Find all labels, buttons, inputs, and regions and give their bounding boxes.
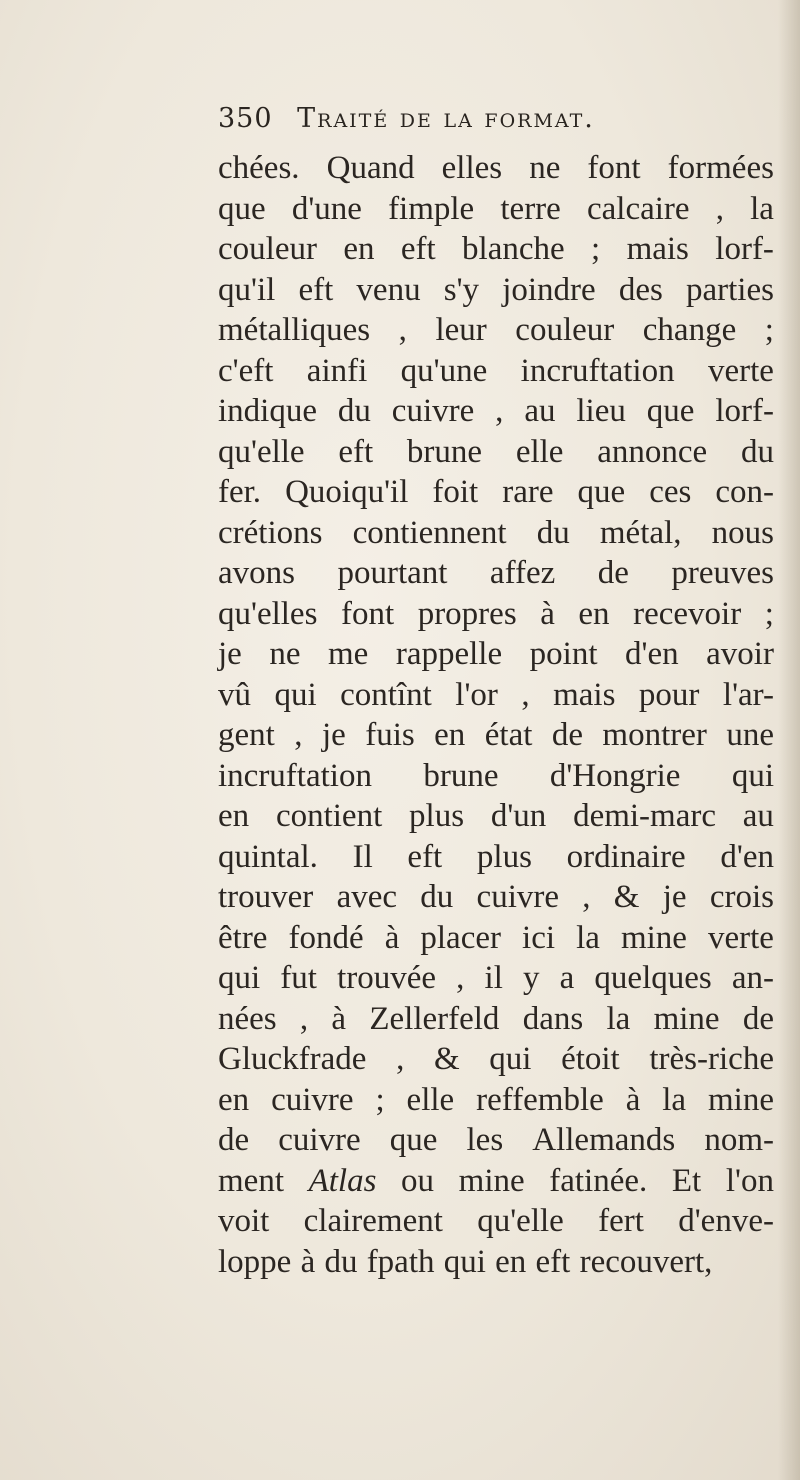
word: ;: [764, 595, 774, 632]
word: rappelle: [395, 636, 503, 672]
word: ici: [522, 919, 556, 956]
word: l'or: [455, 676, 498, 713]
word: eft: [338, 433, 374, 470]
word: pourtant: [337, 555, 448, 591]
word: l'on: [725, 1162, 774, 1199]
page-edge-shadow: [778, 0, 800, 1480]
word: Gluckfrade: [218, 1041, 367, 1077]
word: y: [523, 960, 540, 996]
word: trouver: [218, 879, 314, 915]
word: très-riche: [649, 1041, 774, 1077]
word: que: [218, 190, 266, 227]
word: qu'une: [400, 352, 488, 389]
word: gent: [218, 717, 275, 753]
text-line: [218, 958, 774, 999]
word: s'y: [443, 271, 480, 308]
word: d'une: [291, 190, 362, 227]
word: cuivre: [271, 1081, 354, 1118]
word: contient: [275, 798, 383, 834]
word: être: [218, 919, 268, 956]
word: nées: [218, 1000, 277, 1037]
word: une: [726, 717, 774, 753]
word: mine: [708, 1081, 774, 1118]
word: point: [529, 636, 598, 672]
word: an-: [731, 960, 774, 996]
word: fut: [280, 960, 317, 996]
word: &: [613, 879, 640, 915]
body-text: [218, 148, 774, 1282]
word: ,: [715, 190, 724, 227]
word: plus: [409, 798, 465, 834]
word: qui: [218, 960, 261, 996]
word: Et: [671, 1162, 702, 1199]
word: font: [587, 150, 641, 186]
word: parties: [685, 271, 774, 308]
text-line: [218, 594, 774, 635]
running-header: [218, 103, 595, 134]
word: la: [606, 1000, 631, 1037]
word: je: [218, 636, 242, 672]
word: Quand: [326, 150, 415, 186]
word: lieu: [576, 393, 626, 429]
word: mais: [553, 676, 616, 713]
word: foit: [432, 474, 479, 510]
word: ordinaire: [566, 838, 686, 875]
word: vû: [218, 676, 251, 713]
word: qui: [731, 757, 774, 794]
word: fert: [598, 1203, 644, 1239]
word: ,: [299, 1000, 309, 1037]
word: cuivre: [278, 1122, 361, 1158]
word: d'en: [625, 636, 679, 672]
word: contiennent: [352, 514, 507, 551]
text-line: [218, 1161, 774, 1202]
word: cuivre: [476, 879, 559, 915]
word: la: [750, 190, 774, 227]
word: en: [218, 798, 250, 834]
word: lorf-: [715, 231, 774, 267]
word: terre: [500, 190, 561, 227]
word: font: [340, 595, 395, 632]
word: ainfi: [306, 352, 368, 389]
word: Atlas: [308, 1162, 377, 1199]
word: cuivre: [391, 393, 475, 429]
word: je: [662, 879, 687, 915]
word: crois: [709, 879, 774, 915]
word: blanche: [462, 231, 565, 267]
word: d'un: [490, 798, 547, 834]
word: de: [551, 717, 583, 753]
text-line: [218, 675, 774, 716]
word: ,: [396, 1041, 405, 1077]
word: mine: [458, 1162, 525, 1199]
word: à: [384, 919, 400, 956]
word: ;: [764, 312, 774, 348]
text-line: [218, 918, 774, 959]
text-line: [218, 634, 774, 675]
word: ment: [218, 1162, 284, 1199]
text-line: [218, 1120, 774, 1161]
word: d'Hongrie: [549, 757, 681, 794]
word: qui: [489, 1041, 532, 1077]
word: Zellerfeld: [369, 1000, 500, 1037]
text-line: [218, 148, 774, 189]
word: il: [484, 960, 503, 996]
word: dans: [522, 1000, 584, 1037]
word: en: [578, 595, 610, 632]
word: couleur: [515, 312, 615, 348]
text-line: [218, 796, 774, 837]
word: de: [597, 555, 629, 591]
word: contînt: [340, 676, 432, 713]
word: qui: [443, 1243, 486, 1280]
word: quelques: [594, 960, 712, 996]
word: qu'elle: [218, 433, 305, 470]
word: eft: [298, 271, 334, 308]
word: qu'elle: [477, 1203, 564, 1239]
word: Quoiqu'il: [285, 474, 409, 510]
word: à: [540, 595, 555, 632]
word: joindre: [502, 271, 596, 308]
word: ;: [375, 1081, 385, 1118]
word: eft: [535, 1243, 571, 1280]
word: trouvée: [337, 960, 437, 996]
word: la: [576, 919, 600, 956]
word: voit: [218, 1203, 270, 1239]
word: fimple: [388, 190, 475, 227]
word: ou: [401, 1162, 435, 1199]
word: fuis: [365, 717, 415, 753]
word: calcaire: [586, 190, 690, 227]
word: de: [742, 1000, 774, 1037]
word: propres: [417, 595, 517, 632]
word: formées: [667, 150, 774, 186]
word: ;: [591, 231, 601, 267]
word: montrer: [602, 717, 707, 753]
word: recevoir: [633, 595, 742, 632]
word: loppe: [218, 1243, 292, 1280]
word: du: [740, 433, 774, 470]
word: étoit: [561, 1041, 620, 1077]
word: verte: [707, 919, 774, 956]
word: l'ar-: [722, 676, 774, 713]
word: crétions: [218, 514, 323, 551]
word: en: [495, 1243, 527, 1280]
word: les: [466, 1122, 504, 1158]
word: fer.: [218, 474, 262, 510]
word: des: [618, 271, 663, 308]
text-line: [218, 270, 774, 311]
word: preuves: [671, 555, 774, 591]
word: avec: [336, 879, 398, 915]
word: que: [646, 393, 695, 429]
word: ,: [582, 879, 591, 915]
word: au: [742, 798, 774, 834]
word: mais: [626, 231, 689, 267]
word: incruftation: [520, 352, 675, 389]
word: fondé: [288, 919, 364, 956]
word: métal,: [599, 514, 682, 551]
word: à: [625, 1081, 641, 1118]
word: fatinée.: [549, 1162, 648, 1199]
text-line: [218, 756, 774, 797]
word: &: [433, 1041, 460, 1077]
running-title: Traité de la format.: [297, 103, 595, 134]
word: à: [300, 1243, 316, 1280]
word: venu: [356, 271, 421, 308]
word: mine: [653, 1000, 720, 1037]
text-line: [218, 715, 774, 756]
word: de: [218, 1122, 250, 1158]
word: Il: [352, 838, 373, 875]
word: me: [328, 636, 369, 672]
word: ne: [529, 150, 561, 186]
word: elle: [515, 433, 564, 470]
word: recouvert,: [579, 1243, 713, 1280]
text-line: [218, 229, 774, 270]
word: en: [218, 1081, 250, 1118]
text-line: [218, 877, 774, 918]
word: fpath: [366, 1243, 435, 1280]
word: eft: [400, 231, 436, 267]
word: avoir: [706, 636, 774, 672]
word: con-: [715, 474, 774, 510]
word: brune: [406, 433, 483, 470]
word: affez: [489, 555, 556, 591]
text-line: [218, 432, 774, 473]
word: Allemands: [532, 1122, 676, 1158]
page-number: 350: [218, 103, 273, 134]
text-line: [218, 999, 774, 1040]
word: la: [662, 1081, 687, 1118]
text-line: [218, 1080, 774, 1121]
word: nom-: [704, 1122, 774, 1158]
word: du: [337, 393, 371, 429]
word: je: [321, 717, 346, 753]
text-line: [218, 189, 774, 230]
word: ,: [456, 960, 465, 996]
word: que: [577, 474, 626, 510]
word: chées.: [218, 150, 300, 186]
word: indique: [218, 393, 317, 429]
text-line: [218, 553, 774, 594]
word: du: [536, 514, 570, 551]
word: mine: [620, 919, 687, 956]
text-line: [218, 1201, 774, 1242]
word: que: [389, 1122, 438, 1158]
word: qui: [274, 676, 317, 713]
word: couleur: [218, 231, 317, 267]
word: qu'il: [218, 271, 276, 308]
word: en: [343, 231, 375, 267]
word: pour: [638, 676, 700, 713]
word: qu'elles: [218, 595, 318, 632]
word: c'eft: [218, 352, 274, 389]
word: verte: [708, 352, 774, 389]
text-line: [218, 310, 774, 351]
text-line: [218, 513, 774, 554]
text-line: [218, 391, 774, 432]
text-line: [218, 351, 774, 392]
word: elles: [441, 150, 503, 186]
word: eft: [407, 838, 443, 875]
word: reffemble: [476, 1081, 604, 1118]
word: lorf-: [715, 393, 774, 429]
word: quintal.: [218, 838, 318, 875]
word: état: [484, 717, 533, 753]
word: change: [642, 312, 737, 348]
word: incruftation: [218, 757, 372, 794]
word: leur: [435, 312, 487, 348]
word: au: [524, 393, 556, 429]
word: ,: [521, 676, 530, 713]
word: du: [420, 879, 454, 915]
word: d'en: [720, 838, 774, 875]
word: du: [324, 1243, 358, 1280]
word: brune: [423, 757, 499, 794]
word: ne: [269, 636, 301, 672]
word: placer: [420, 919, 501, 956]
word: annonce: [597, 433, 708, 470]
word: a: [559, 960, 575, 996]
word: en: [434, 717, 466, 753]
word: à: [331, 1000, 347, 1037]
word: avons: [218, 555, 295, 591]
word: ,: [398, 312, 407, 348]
word: métalliques: [218, 312, 371, 348]
word: demi-marc: [573, 798, 716, 834]
word: nous: [711, 514, 774, 551]
text-line: [218, 472, 774, 513]
word: ,: [495, 393, 504, 429]
word: rare: [502, 474, 554, 510]
word: d'enve-: [678, 1203, 774, 1239]
word: ,: [294, 717, 303, 753]
text-line: [218, 1039, 774, 1080]
text-line: [218, 1242, 774, 1283]
word: elle: [406, 1081, 455, 1118]
word: ces: [649, 474, 692, 510]
word: clairement: [303, 1203, 443, 1239]
word: plus: [476, 838, 532, 875]
text-line: [218, 837, 774, 878]
